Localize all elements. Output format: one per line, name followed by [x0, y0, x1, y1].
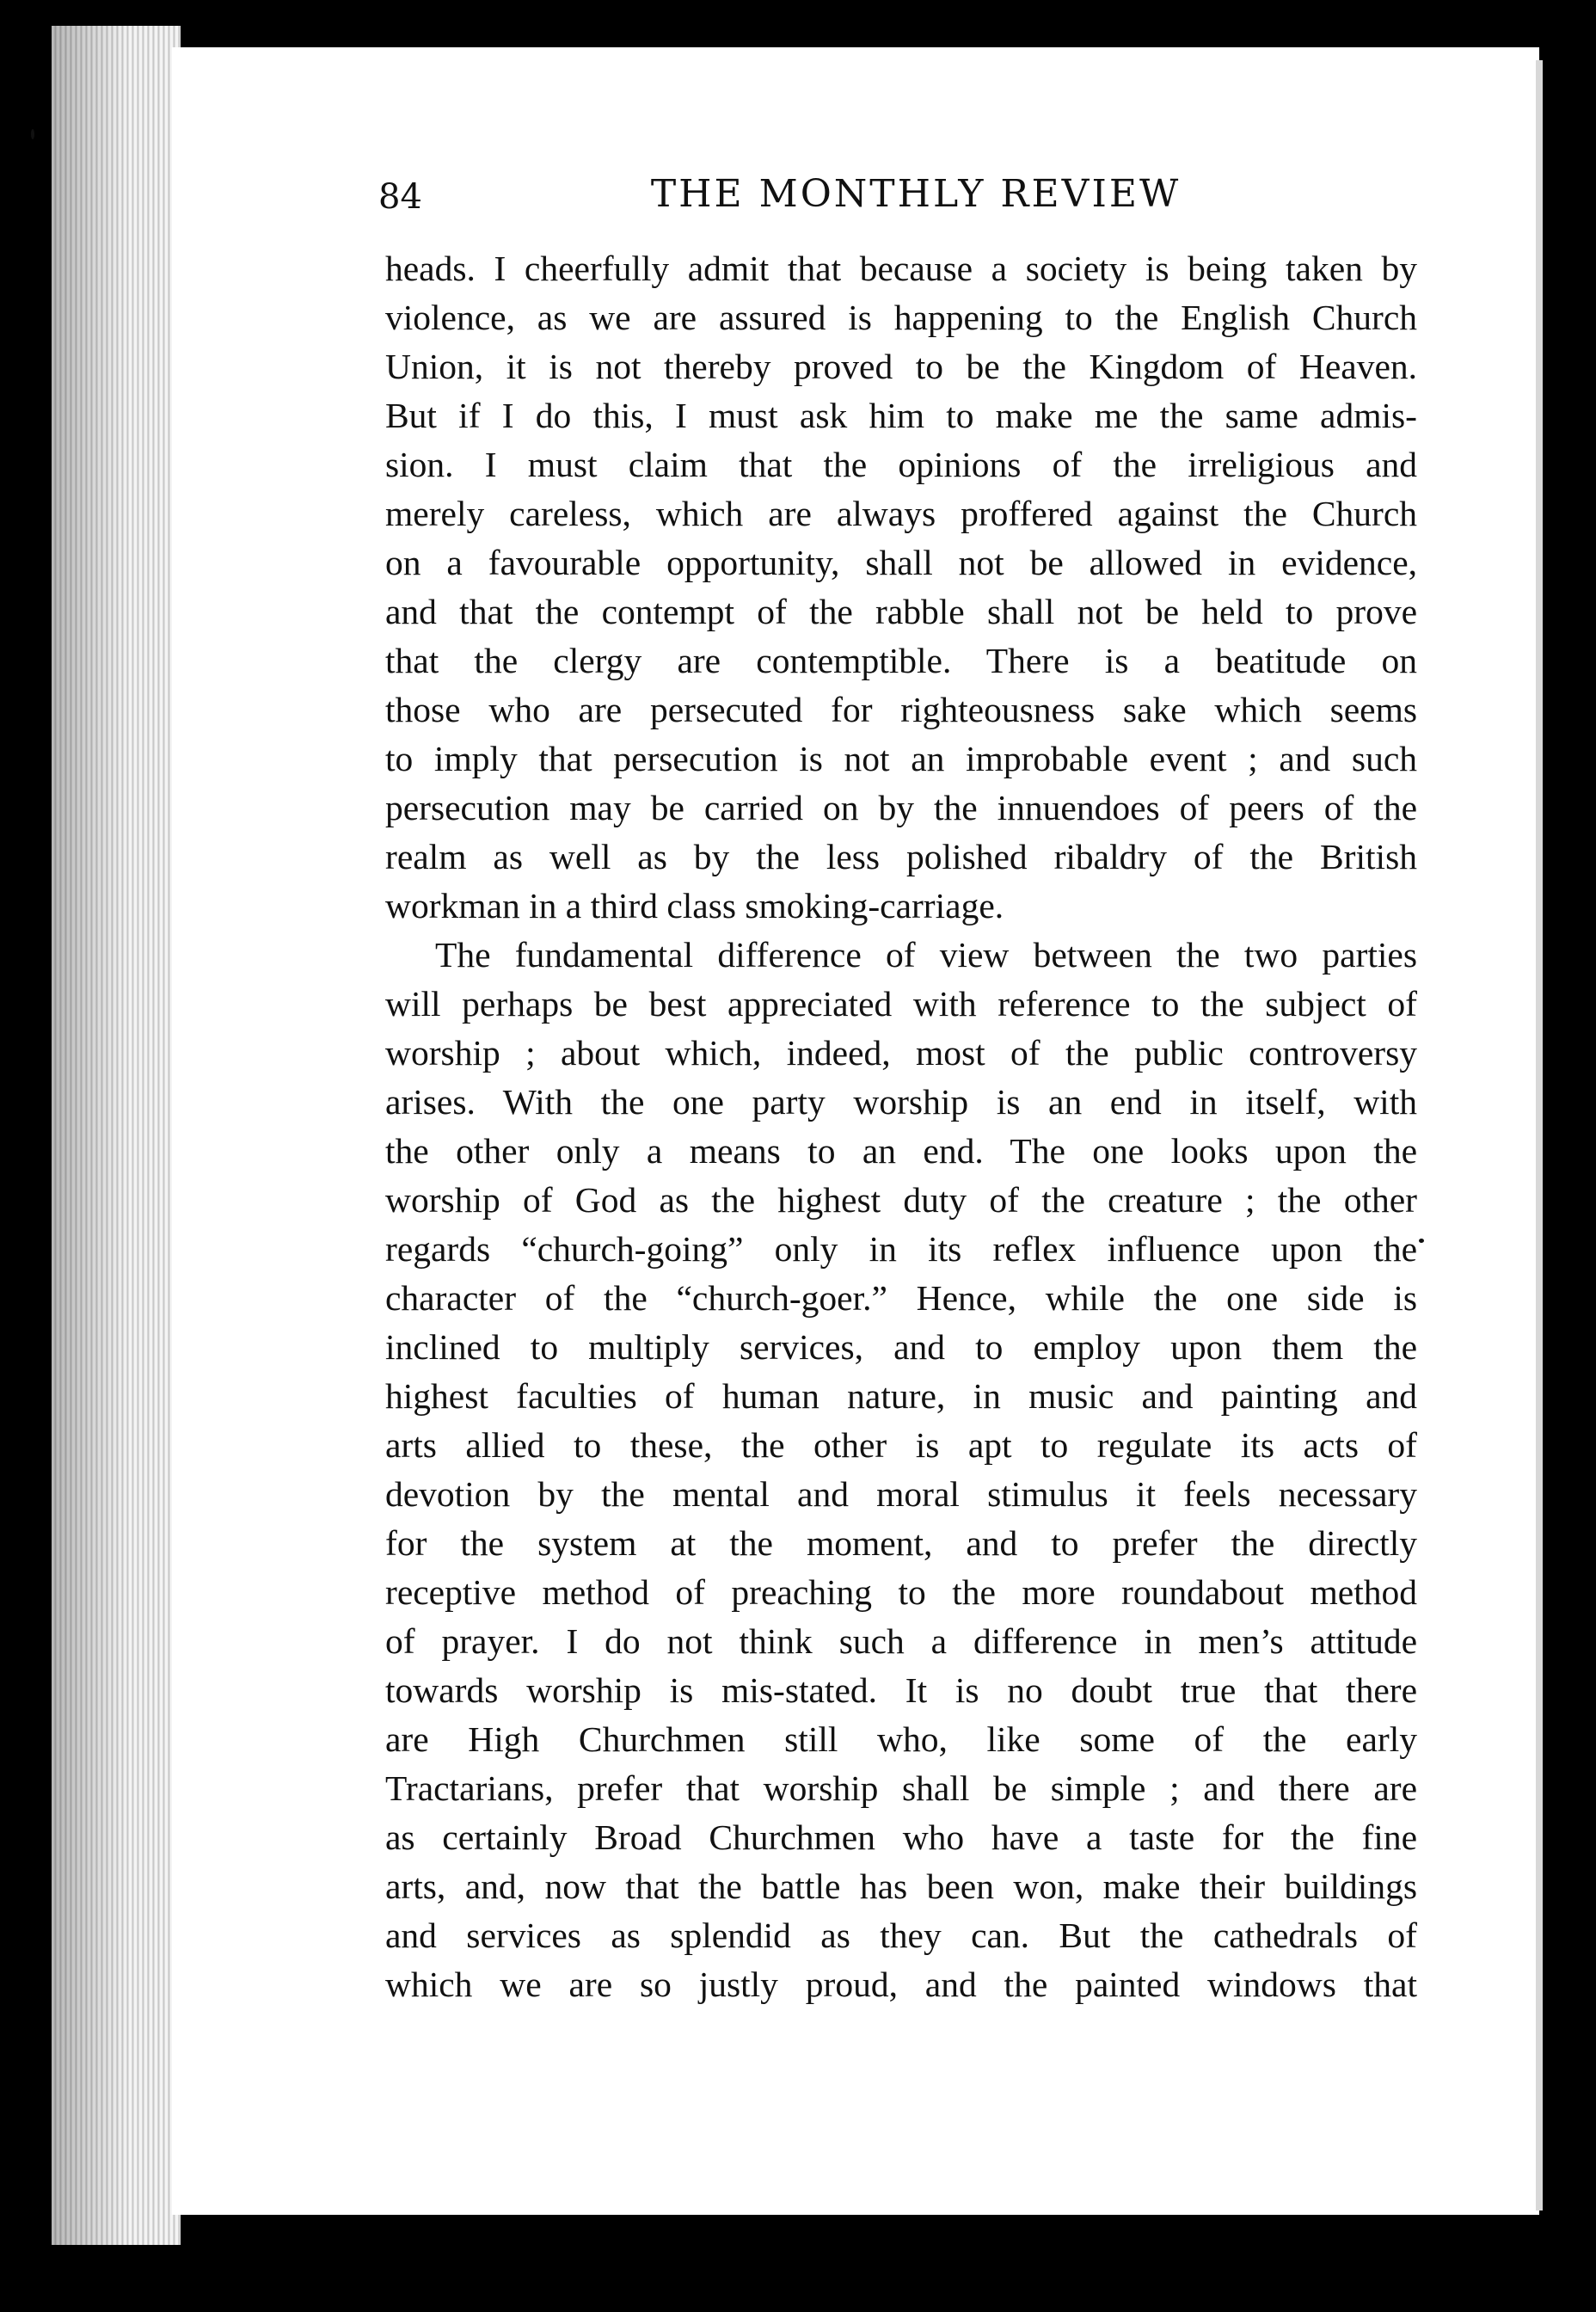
facing-page-gutter [1539, 0, 1596, 2312]
text-line: inclined to multiply services, and to employ upon them the [385, 1327, 1417, 1367]
text-line: to imply that persecution is not an improbable event ; and such [385, 739, 1417, 778]
page-number: 84 [378, 177, 422, 217]
text-line: those who are persecuted for righteousness sake which seems [385, 690, 1417, 729]
scan-speck [31, 129, 34, 139]
text-line: will perhaps be best appreciated with reference to the subject of [385, 984, 1417, 1024]
text-line: for the system at the moment, and to prefer the directly [385, 1523, 1417, 1563]
text-line: on a favourable opportunity, shall not be allowed in evidence, [385, 543, 1417, 582]
text-line: receptive method of preaching to the more roundabout method [385, 1572, 1417, 1612]
text-line: devotion by the mental and moral stimulus it feels necessary [385, 1474, 1417, 1514]
text-line: arises. With the one party worship is an end in itself, with [385, 1082, 1417, 1122]
text-line: worship ; about which, indeed, most of the public controversy [385, 1033, 1417, 1073]
text-line: workman in a third class smoking-carriage. [385, 886, 1004, 925]
running-head [378, 172, 1419, 232]
text-line: which we are so justly proud, and the painted windows that [385, 1965, 1417, 2004]
text-line: the other only a means to an end. The one looks upon the [385, 1131, 1417, 1171]
text-line: highest faculties of human nature, in music and painting and [385, 1376, 1417, 1416]
text-line: Union, it is not thereby proved to be the Kingdom of Heaven. [385, 347, 1417, 386]
text-line: realm as well as by the less polished ribaldry of the British [385, 837, 1417, 876]
text-line: violence, as we are assured is happening to the English Church [385, 298, 1417, 337]
text-line: merely careless, which are always proffered against the Church [385, 494, 1417, 533]
text-line: regards “church-going” only in its reflex influence upon the [385, 1229, 1417, 1269]
text-line: The fundamental difference of view between the two parties [435, 935, 1417, 975]
facing-page-edge [1536, 60, 1543, 2211]
text-line: heads. I cheerfully admit that because a society is being taken by [385, 249, 1417, 288]
text-line: and that the contempt of the rabble shall not be held to prove [385, 592, 1417, 631]
text-line: persecution may be carried on by the innuendoes of peers of the [385, 788, 1417, 827]
text-line: character of the “church-goer.” Hence, while the one side is [385, 1278, 1417, 1318]
text-line: as certainly Broad Churchmen who have a taste for the fine [385, 1817, 1417, 1857]
text-line: towards worship is mis-stated. It is no doubt true that there [385, 1670, 1417, 1710]
paragraph [385, 244, 1417, 931]
scan-speck [1419, 1239, 1424, 1243]
page-edges-shadow [52, 26, 181, 2245]
text-line: that the clergy are contemptible. There is a beatitude on [385, 641, 1417, 680]
text-line: Tractarians, prefer that worship shall be simple ; and there are [385, 1768, 1417, 1808]
text-line: worship of God as the highest duty of the creature ; the other [385, 1180, 1417, 1220]
running-title: THE MONTHLY REVIEW [650, 172, 1182, 216]
text-line: and services as splendid as they can. But the cathedrals of [385, 1915, 1417, 1955]
paragraph [385, 931, 1417, 2009]
body-text [385, 244, 1417, 2009]
text-line: sion. I must claim that the opinions of the irreligious and [385, 445, 1417, 484]
text-line: of prayer. I do not think such a difference in men’s attitude [385, 1621, 1417, 1661]
text-line: arts allied to these, the other is apt to regulate its acts of [385, 1425, 1417, 1465]
text-line: are High Churchmen still who, like some of the early [385, 1719, 1417, 1759]
text-line: But if I do this, I must ask him to make me the same admis- [385, 396, 1417, 435]
text-line: arts, and, now that the battle has been won, make their buildings [385, 1866, 1417, 1906]
